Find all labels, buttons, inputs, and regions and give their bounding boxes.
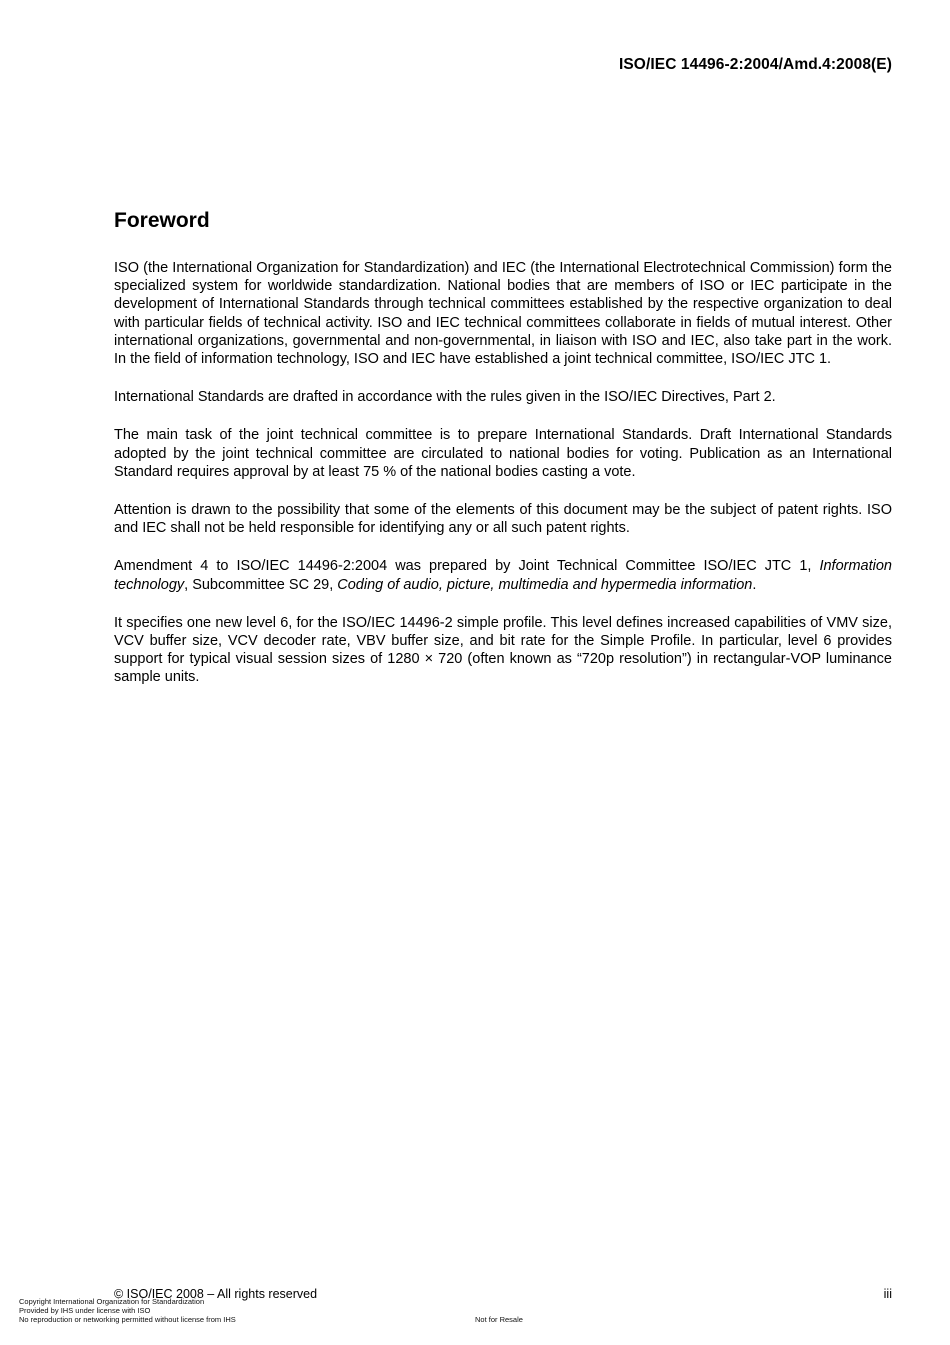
document-id-header: ISO/IEC 14496-2:2004/Amd.4:2008(E) [618, 56, 892, 73]
paragraph-directives: International Standards are drafted in accordance with the rules given in the ISO/IEC Directives, Part 2. [114, 389, 776, 406]
paragraph-jtc-task: The main task of the joint technical committee is to prepare International Standards. Draft International Standards adopted by the joint technical committee are circulated to national bodies for voting. Publication as an International Standard requires approval by at least 75 % of the national bodies casting a vote. [114, 427, 892, 480]
paragraph-patent-rights: Attention is drawn to the possibility that some of the elements of this document may be the subject of patent rights. ISO and IEC shall not be held responsible for identifying any or all such patent rights. [114, 502, 892, 537]
amendment-middle: , Subcommittee SC 29, [184, 576, 338, 593]
copyright-notice: © ISO/IEC 2008 – All rights reserved [114, 1287, 318, 1301]
amendment-suffix: . [752, 576, 757, 593]
amendment-prefix: Amendment 4 to ISO/IEC 14496-2:2004 was prepared by Joint Technical Committee ISO/IEC JTC 1, [114, 558, 820, 575]
page-number: iii [883, 1287, 892, 1301]
license-line-provider: Provided by IHS under license with ISO [19, 1306, 151, 1315]
committee-name: Information technology [114, 558, 892, 593]
paragraph-level-6: It specifies one new level 6, for the ISO/IEC 14496-2 simple profile. This level defines increased capabilities of VMV size, VCV buffer size, VCV decoder rate, VBV buffer size, and bit rate for the Simple Profile. In particular, level 6 provides support for typical visual session sizes of 1280 × 720 (often known as “720p resolution”) in rectangular-VOP luminance sample units. [114, 614, 892, 686]
subcommittee-name: Coding of audio, picture, multimedia and hypermedia information [337, 576, 753, 593]
foreword-title: Foreword [114, 209, 210, 232]
paragraph-iso-iec-intro: ISO (the International Organization for Standardization) and IEC (the International Electrotechnical Commission) form the specialized system for worldwide standardization. National bodies that are members of ISO or IEC participate in the development of International Standards through technical committees established by the respective organization to deal with particular fields of technical activity. ISO and IEC technical committees collaborate in fields of mutual interest. Other international organizations, governmental and non-governmental, in liaison with ISO and IEC, also take part in the work. In the field of information technology, ISO and IEC have established a joint technical committee, ISO/IEC JTC 1. [114, 260, 892, 368]
paragraph-amendment [114, 557, 892, 593]
license-line-copyright: Copyright International Organization for Standardization [19, 1297, 205, 1306]
license-line-reproduction: No reproduction or networking permitted without license from IHS [19, 1315, 236, 1324]
resale-notice: Not for Resale [475, 1315, 523, 1324]
foreword-body [114, 259, 892, 707]
